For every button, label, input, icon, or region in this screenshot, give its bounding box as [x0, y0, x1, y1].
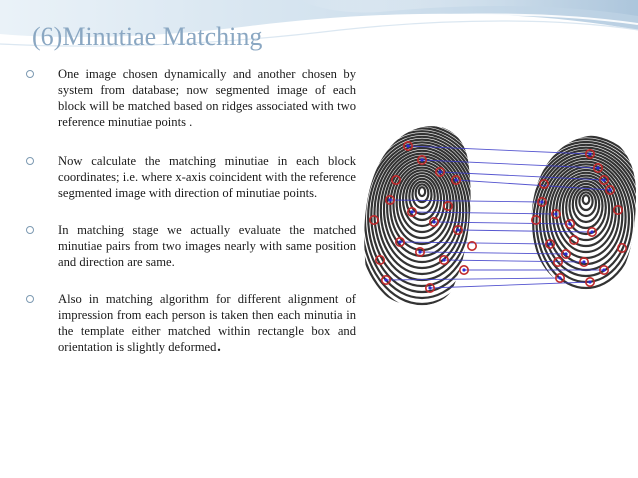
fingerprint-matching-image: [360, 120, 638, 318]
minutia-point: [398, 240, 401, 243]
minutia-point: [432, 220, 435, 223]
right-fingerprint: [513, 136, 638, 318]
minutia-point: [548, 242, 551, 245]
minutia-point: [454, 178, 457, 181]
bullet-text: One image chosen dynamically and another chosen by system from database; now segmented image of each block will be matched based on ridges associated with two reference minutiae points .: [58, 67, 356, 129]
fingerprint-ridge: [583, 195, 590, 204]
minutia-point: [410, 210, 413, 213]
minutia-point: [384, 278, 387, 281]
minutia-point: [406, 144, 409, 147]
minutia-point: [540, 200, 543, 203]
minutia-point: [558, 276, 561, 279]
minutia-point: [388, 198, 391, 201]
hollow-circle-bullet-icon: [26, 70, 34, 78]
minutia-point: [602, 178, 605, 181]
minutia-point: [588, 280, 591, 283]
bullet-list: [24, 66, 356, 355]
minutia-point: [568, 222, 571, 225]
bullet-text: In matching stage we actually evaluate the matched minutiae pairs from two images nearly with same position and direction are same.: [58, 223, 356, 269]
minutia-point: [428, 286, 431, 289]
final-period: .: [216, 334, 222, 356]
minutiae-match-line: [458, 230, 592, 232]
bullet-text: [58, 291, 356, 355]
hollow-circle-bullet-icon: [26, 295, 34, 303]
slide-title: (6)Minutiae Matching: [32, 22, 263, 51]
hollow-circle-bullet-icon: [26, 226, 34, 234]
fingerprint-ridge: [419, 187, 425, 196]
bullet-item: [24, 222, 356, 270]
minutia-point: [564, 252, 567, 255]
minutia-point: [582, 260, 585, 263]
bullet-item: [24, 66, 356, 130]
minutia-point: [608, 188, 611, 191]
minutia-point: [456, 228, 459, 231]
hollow-circle-bullet-icon: [26, 157, 34, 165]
minutia-point: [554, 212, 557, 215]
minutia-point: [420, 158, 423, 161]
minutia-point: [442, 258, 445, 261]
minutia-point: [602, 268, 605, 271]
minutia-point: [596, 166, 599, 169]
minutia-point: [588, 152, 591, 155]
minutia-point: [438, 170, 441, 173]
bullet-item: [24, 291, 356, 355]
bullet-text-body: Also in matching algorithm for different alignment of impression from each person is taken then each minutia in the template either matched within rectangle box and orientation is slightly deformed: [58, 292, 356, 354]
bullet-text: Now calculate the matching minutiae in each block coordinates; i.e. where x-axis coincident with the reference segmented image with direction of minutiae points.: [58, 154, 356, 200]
bullet-item: [24, 153, 356, 201]
minutia-point: [462, 268, 465, 271]
minutia-point: [418, 250, 421, 253]
minutia-point: [590, 230, 593, 233]
